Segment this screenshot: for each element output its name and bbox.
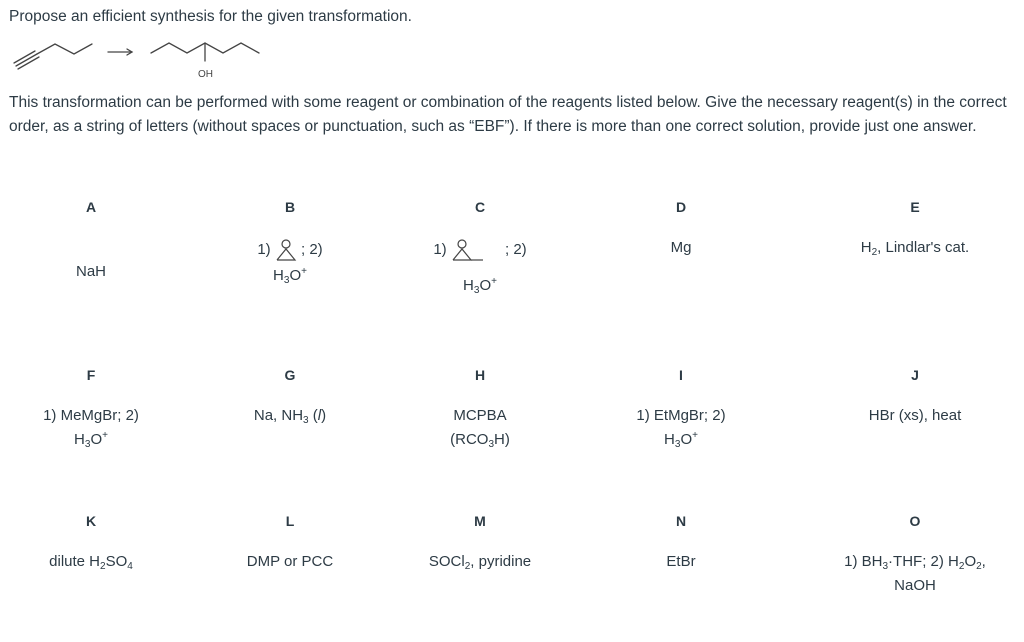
propylene-oxide-icon <box>451 236 501 264</box>
reagent-option-n: N EtBr <box>666 513 696 570</box>
reagent-option-a: A NaH <box>75 199 106 280</box>
reagent-option-i: I 1) EtMgBr; 2) $H_3O^+$ <box>636 367 726 450</box>
reaction-arrow <box>108 49 132 55</box>
instructions: This transformation can be performed with some reagent or combination of the reagents listed below. Give the necessary reagent(s) in the correct order, as a string of letters (without spaces or punctuation, such as “EBF”). If there is more than one correct solution, provide just one answer. <box>9 94 1007 135</box>
alkyne-structure <box>14 44 92 69</box>
ethylene-oxide-icon <box>275 236 297 264</box>
oh-label: OH <box>198 69 213 80</box>
reagent-option-l: L DMP or PCC <box>246 513 334 570</box>
reagent-option-g: G Na, $NH_3$ (l) <box>253 367 327 426</box>
alcohol-structure <box>151 43 259 61</box>
reagent-option-d: D Mg <box>670 199 692 256</box>
reagent-option-j: J HBr (xs), heat <box>868 367 962 424</box>
reagent-option-h: H MCPBA $(RCO_3H)$ <box>450 367 510 450</box>
reagent-option-c: C 1) ; 2) $H_3O^+$ <box>433 199 527 296</box>
reagent-option-e: E $H_2$, Lindlar's cat. <box>860 199 970 258</box>
reagent-option-b: B 1) ; 2) $H_3O^+$ <box>257 199 323 286</box>
reagent-option-m: M SOCl$_2$, pyridine <box>428 513 532 572</box>
reagent-option-f: F 1) MeMgBr; 2) $H_3O^+$ <box>43 367 139 450</box>
reagent-option-o: O 1) $BH_3\cdot THF$; 2) $H_2O_2$, NaOH <box>844 513 986 594</box>
question-prompt: Propose an efficient synthesis for the given transformation. <box>9 8 412 25</box>
reaction-scheme <box>0 30 300 90</box>
reagent-option-k: K dilute $H_2SO_4$ <box>49 513 133 572</box>
